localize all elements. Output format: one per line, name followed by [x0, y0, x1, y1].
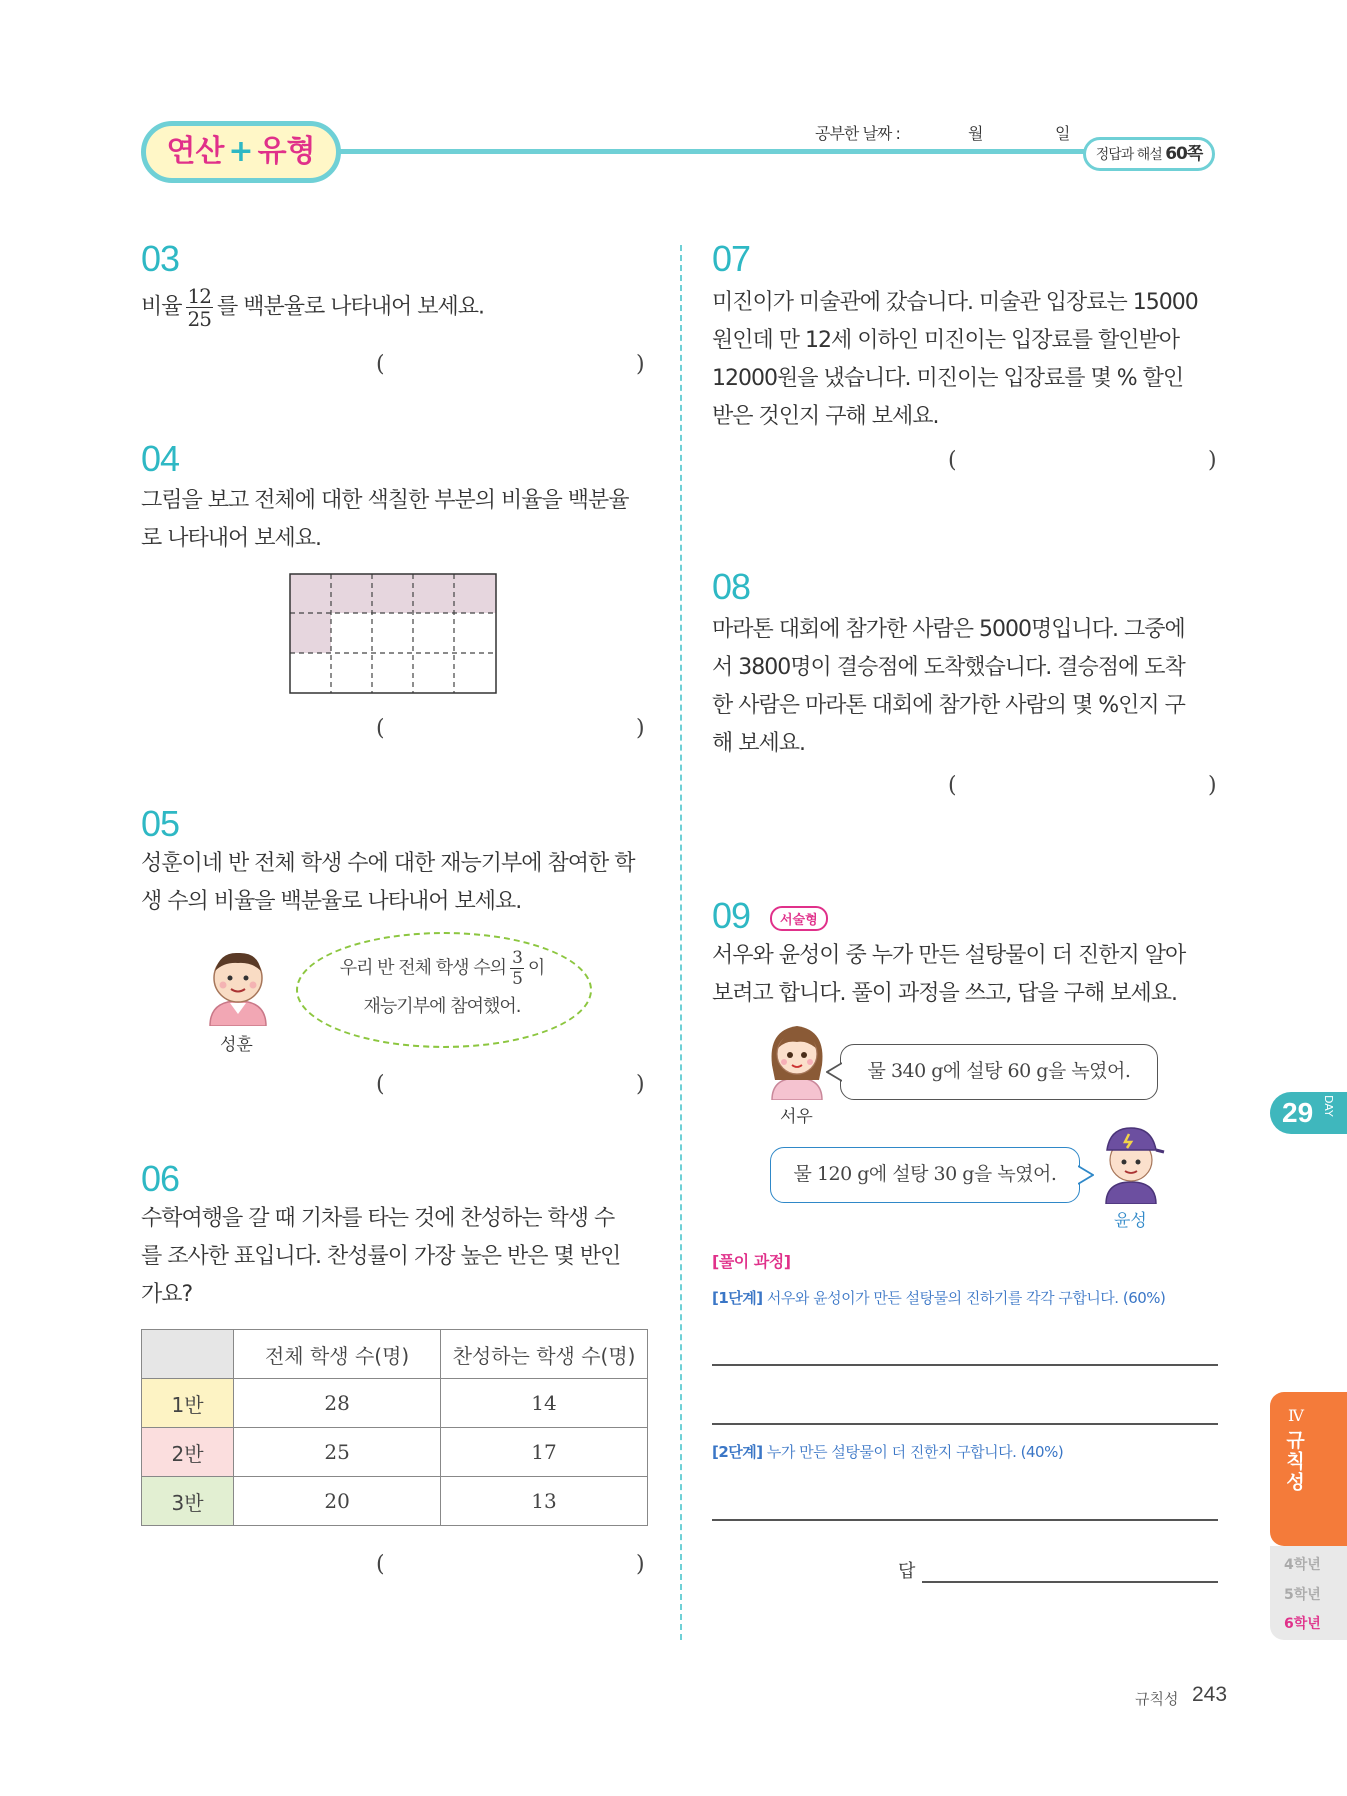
- q07-line1: 미진이가 미술관에 갔습니다. 미술관 입장료는 15000: [712, 290, 1198, 315]
- answer-reference: [1083, 137, 1215, 171]
- seonghun-character-icon: [200, 946, 276, 1026]
- footer-section: 규칙성: [1135, 1690, 1179, 1708]
- page-number: 243: [1192, 1683, 1228, 1706]
- q07-line4: 받은 것인지 구해 보세요.: [712, 404, 939, 429]
- q03-frac-num: 12: [187, 284, 211, 308]
- q05-bubble-line1: [296, 948, 588, 989]
- answer-ref-page: 60쪽: [1165, 144, 1203, 164]
- q07-line2: 원인데 만 12세 이하인 미진이는 입장료를 할인받아: [712, 328, 1179, 353]
- step2-tag: [2단계]: [712, 1443, 763, 1461]
- month-label: 월: [968, 124, 984, 143]
- q06-line1: 수학여행을 갈 때 기차를 타는 것에 찬성하는 학생 수: [141, 1206, 615, 1231]
- q03-frac-den: 25: [187, 307, 211, 331]
- row-agree: 17: [441, 1428, 648, 1477]
- answer-ref-prefix: 정답과 해설: [1095, 147, 1162, 163]
- q04-line2: 로 나타내어 보세요.: [141, 526, 321, 551]
- day-number: 29: [1282, 1097, 1314, 1128]
- step2-answer-line[interactable]: [712, 1519, 1218, 1521]
- table-row: [142, 1477, 648, 1526]
- yunseong-name: 윤성: [1114, 1211, 1147, 1231]
- q05-bubble-after: 이: [527, 957, 545, 979]
- q05-bubble-text: [296, 948, 588, 1025]
- q09-tag: 서술형: [770, 906, 828, 931]
- q05-answer-open[interactable]: (: [376, 1072, 385, 1097]
- grade-4[interactable]: 4학년: [1284, 1557, 1321, 1573]
- q05-line2: 생 수의 비율을 백분율로 나타내어 보세요.: [141, 889, 522, 914]
- q09-number: 09: [712, 895, 751, 936]
- q06-line2: 를 조사한 표입니다. 찬성률이 가장 높은 반은 몇 반인: [141, 1244, 621, 1269]
- q03-number: 03: [141, 238, 180, 279]
- q07-answer-close: ): [1208, 448, 1217, 473]
- q05-number: 05: [141, 803, 180, 844]
- q06-line3: 가요?: [141, 1282, 193, 1307]
- q04-grid-figure: [289, 573, 499, 695]
- q04-answer-close: ): [636, 716, 645, 741]
- grade-tabs: [1270, 1546, 1347, 1640]
- row-agree: 14: [441, 1379, 648, 1428]
- q03-answer-open[interactable]: (: [376, 352, 385, 377]
- day-label: 일: [1055, 124, 1071, 143]
- yunseong-speech-text: 물 120 g에 설탕 30 g을 녹였어.: [793, 1163, 1057, 1185]
- q09-line1: 서우와 윤성이 중 누가 만든 설탕물이 더 진한지 알아: [712, 943, 1186, 968]
- q08-line2: 서 3800명이 결승점에 도착했습니다. 결승점에 도착: [712, 655, 1185, 680]
- q08-line3: 한 사람은 마라톤 대회에 참가한 사람의 몇 %인지 구: [712, 693, 1185, 718]
- row-total: 28: [234, 1379, 441, 1428]
- row-label: 2반: [142, 1428, 234, 1477]
- day-label: DAY: [1322, 1095, 1335, 1117]
- q04-answer-open[interactable]: (: [376, 716, 385, 741]
- q03-text-after: 를 백분율로 나타내어 보세요.: [216, 294, 484, 320]
- q06-answer-open[interactable]: (: [376, 1552, 385, 1577]
- unit-tab[interactable]: [1270, 1392, 1347, 1546]
- q04-shade-row1: [290, 574, 496, 613]
- solution-label: [풀이 과정]: [712, 1252, 791, 1271]
- seonghun-name: 성훈: [220, 1035, 253, 1055]
- q03-text: [141, 285, 484, 330]
- row-total: 20: [234, 1477, 441, 1526]
- q06-number: 06: [141, 1158, 180, 1199]
- q08-line4: 해 보세요.: [712, 731, 805, 756]
- q07-line3: 12000원을 냈습니다. 미진이는 입장료를 몇 % 할인: [712, 366, 1184, 391]
- q05-frac-num: 3: [512, 948, 522, 968]
- table-header-corner: [142, 1330, 234, 1379]
- table-row: [142, 1428, 648, 1477]
- final-answer-line[interactable]: [922, 1581, 1218, 1583]
- q03-text-before: 비율: [141, 294, 182, 320]
- grade-5[interactable]: 5학년: [1284, 1587, 1321, 1603]
- unit-name: 규칙성: [1283, 1430, 1305, 1493]
- seowoo-speech-bubble[interactable]: [840, 1044, 1158, 1100]
- q06-table: [141, 1329, 648, 1526]
- table-header-agree: 찬성하는 학생 수(명): [441, 1330, 648, 1379]
- step1: [712, 1287, 1165, 1308]
- q04-line1: 그림을 보고 전체에 대한 색칠한 부분의 비율을 백분율: [141, 488, 629, 513]
- table-header-row: [142, 1330, 648, 1379]
- q05-bubble-line2: 재능기부에 참여했어.: [363, 996, 521, 1017]
- q07-answer-open[interactable]: (: [948, 448, 957, 473]
- day-tab: [1270, 1092, 1347, 1134]
- header-rule: [330, 149, 1210, 154]
- q09-line2: 보려고 합니다. 풀이 과정을 쓰고, 답을 구해 보세요.: [712, 981, 1177, 1006]
- column-divider: [680, 245, 682, 1640]
- table-header-total: 전체 학생 수(명): [234, 1330, 441, 1379]
- seowoo-character-icon: [764, 1020, 830, 1100]
- seowoo-name: 서우: [780, 1107, 813, 1127]
- header-badge: [141, 121, 341, 183]
- step2-text: 누가 만든 설탕물이 더 진한지 구합니다. (40%): [766, 1443, 1064, 1461]
- q05-bubble-before: 우리 반 전체 학생 수의: [339, 957, 507, 979]
- unit-roman: Ⅳ: [1288, 1406, 1304, 1425]
- step1-tag: [1단계]: [712, 1289, 763, 1307]
- q05-fraction: [510, 948, 524, 989]
- badge-right: 유형: [257, 134, 316, 169]
- q08-number: 08: [712, 566, 751, 607]
- q03-answer-close: ): [636, 352, 645, 377]
- table-row: [142, 1379, 648, 1428]
- row-agree: 13: [441, 1477, 648, 1526]
- q05-line1: 성훈이네 반 전체 학생 수에 대한 재능기부에 참여한 학: [141, 851, 635, 876]
- q08-line1: 마라톤 대회에 참가한 사람은 5000명입니다. 그중에: [712, 617, 1185, 642]
- q08-answer-close: ): [1208, 773, 1217, 798]
- badge-plus: +: [228, 134, 254, 169]
- yunseong-character-icon: [1096, 1120, 1166, 1204]
- q04-number: 04: [141, 438, 180, 479]
- yunseong-bubble-tail: [1078, 1164, 1094, 1186]
- grade-6[interactable]: 6학년: [1284, 1616, 1321, 1632]
- yunseong-speech-bubble[interactable]: [770, 1147, 1080, 1203]
- q07-number: 07: [712, 238, 751, 279]
- step1-answer-line-1[interactable]: [712, 1364, 1218, 1366]
- q05-answer-close: ): [636, 1072, 645, 1097]
- q06-answer-close: ): [636, 1552, 645, 1577]
- row-total: 25: [234, 1428, 441, 1477]
- study-date-label: 공부한 날짜 :: [815, 124, 900, 143]
- step2: [712, 1441, 1063, 1462]
- answer-label: 답: [898, 1561, 916, 1582]
- row-label: 1반: [142, 1379, 234, 1428]
- step1-text: 서우와 윤성이가 만든 설탕물의 진하기를 각각 구합니다. (60%): [766, 1289, 1166, 1307]
- seowoo-bubble-tail: [826, 1061, 842, 1083]
- q08-answer-open[interactable]: (: [948, 773, 957, 798]
- seowoo-speech-text: 물 340 g에 설탕 60 g을 녹였어.: [867, 1060, 1131, 1082]
- badge-left: 연산: [166, 134, 225, 169]
- row-label: 3반: [142, 1477, 234, 1526]
- q03-fraction: [186, 285, 213, 330]
- q04-shade-row2: [290, 613, 331, 653]
- q05-frac-den: 5: [512, 969, 522, 989]
- step1-answer-line-2[interactable]: [712, 1423, 1218, 1425]
